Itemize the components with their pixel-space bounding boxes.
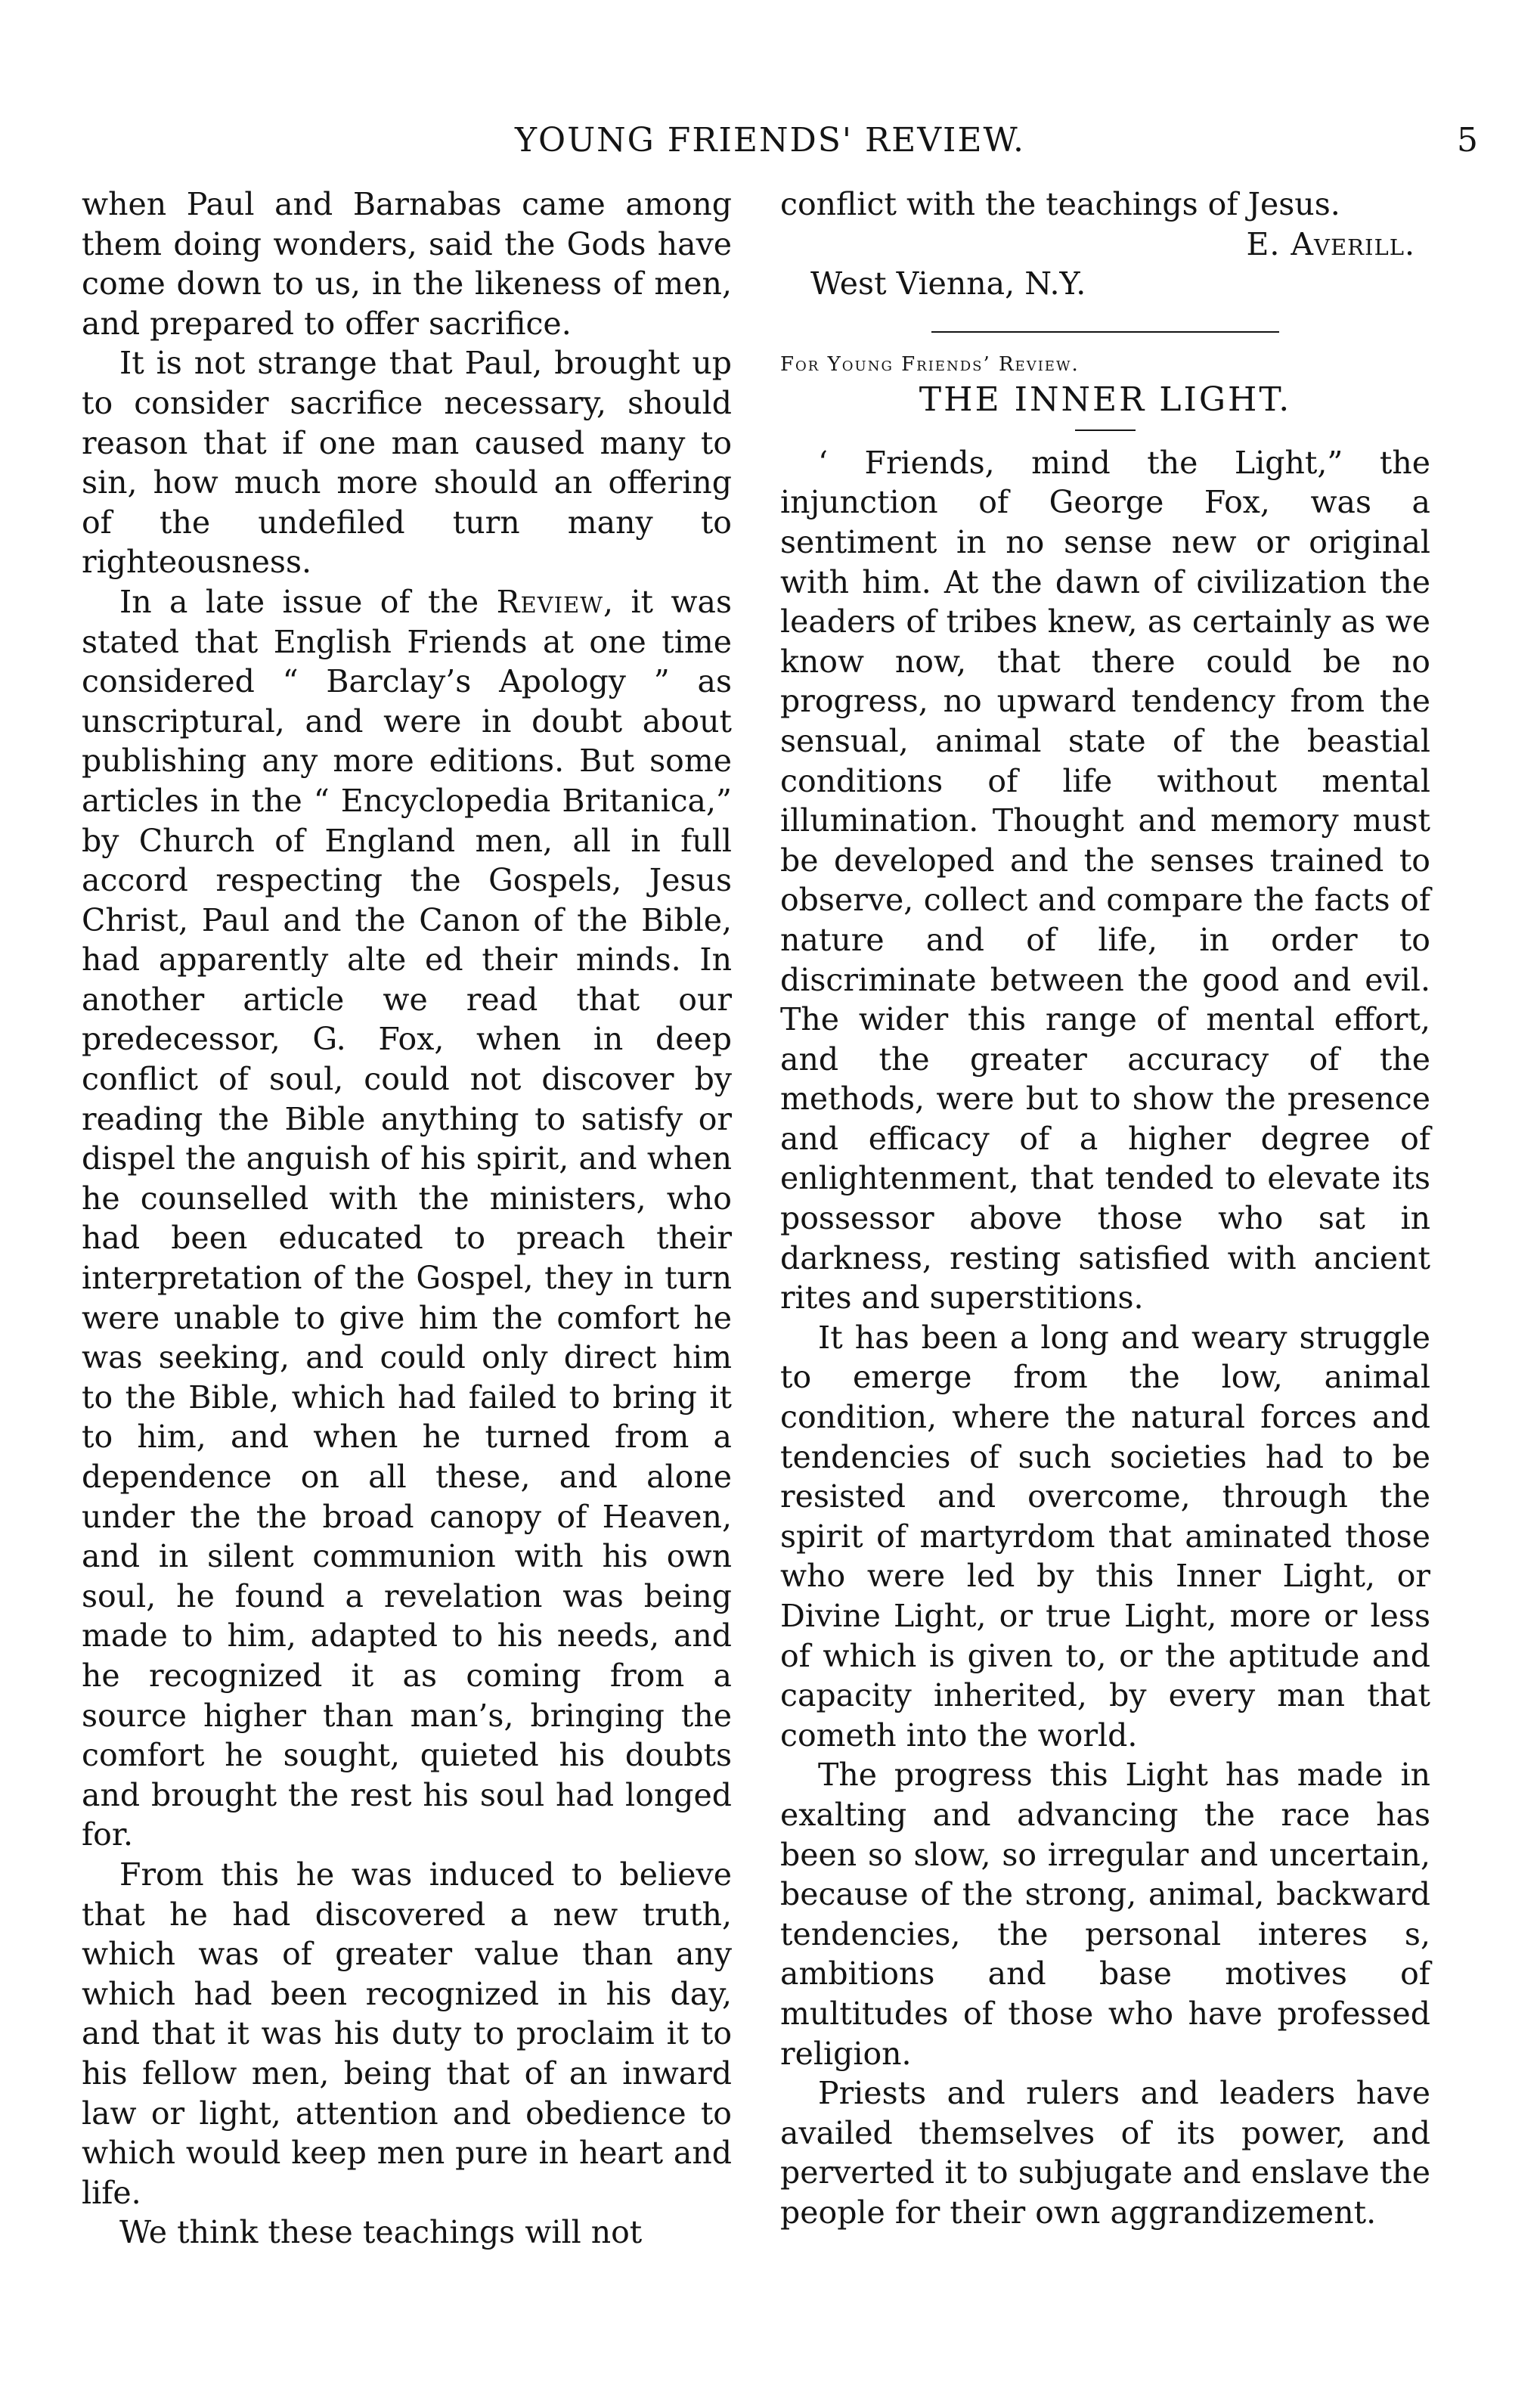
article-credit: For Young Friends’ Review. [780, 352, 1080, 376]
paragraph: From this he was induced to believe that he had discovered a new truth, which was of greater value than any which had been recognized in his day, and that it was his duty to proclaim it to his fellow men, being that of an inward law or light, attention and obedience to which would keep men pure in heart and life. [82, 1856, 732, 2211]
paragraph: We think these teachings will not [119, 2214, 643, 2251]
right-column [780, 185, 1430, 2233]
publication-name: Review [496, 583, 604, 620]
paragraph-text: , it was stated that English Friends at one time considered “ Barclay’s Apology ” as unscriptural, and were in doubt about publishing any more editions. But some articles in the “ Encyclopedia Britanica,” by Church of England men, all in full accord respecting the Gospels, Jesus Christ, Paul and the Canon of the Bible, had apparently alte ed their minds. In another article we read that our predecessor, G. Fox, when in deep conflict of soul, could not discover by reading the Bible anything to satisfy or dispel the anguish of his spirit, and when he counselled with the ministers, who had been educated to preach their interpretation of the Gospel, they in turn were unable to give him the comfort he was seeking, and could only direct him to the Bible, which had failed to bring it to him, and when he turned from a dependence on all these, and alone under the the broad canopy of Heaven, and in silent communion with his own soul, he found a revelation was being made to him, adapted to his needs, and he recognized it as coming from a source higher than man’s, bringing the comfort he sought, quieted his doubts and brought the rest his soul had longed for. [82, 583, 733, 1853]
article-title: THE INNER LIGHT. [919, 380, 1292, 419]
page-number: 5 [1457, 121, 1478, 160]
section-divider [931, 331, 1279, 333]
author-location: West Vienna, N.Y. [810, 265, 1086, 302]
paragraph: when Paul and Barnabas came among them doing wonders, said the Gods have come down to us, in the likeness of men, and prepared to offer sacrifice. [82, 186, 732, 342]
paragraph-text: In a late issue of the [119, 583, 497, 620]
paragraph: conflict with the teachings of Jesus. [780, 186, 1340, 222]
paragraph: Priests and rulers and leaders have availed themselves of its power, and perverted it to subjugate and enslave the people for their own aggrandizement. [780, 2075, 1430, 2231]
paragraph [82, 343, 732, 582]
title-rule [1075, 429, 1136, 431]
paragraph: The progress this Light has made in exalting and advancing the race has been so slow, so irregular and uncertain, because of the strong, animal, backward tendencies, the personal interes s, ambitions and base motives of multitudes of those who have professed religion. [780, 1757, 1430, 2072]
author-signature: E. Averill. [1246, 225, 1415, 262]
page-header [0, 121, 1540, 166]
paragraph-text: It is not strange that Paul, brought up to consider sacrifice necessary, should reason that if one man caused many to sin, how much more should an offering of the undefiled turn many to righteousness. [82, 345, 732, 581]
paragraph: ‘ Friends, mind the Light,” the injunction of George Fox, was a sentiment in no sense new or original with him. At the dawn of civilization the leaders of tribes knew, as certainly as we know now, that there could be no progress, no upward tendency from the sensual, animal state of the beastial conditions of life without mental illumination. Thought and memory must be developed and the senses trained to observe, collect and compare the facts of nature and of life, in order to discriminate between the good and evil. The wider this range of mental effort, and the greater accuracy of the methods, were but to show the presence and efficacy of a higher degree of enlightenment, that tended to elevate its possessor above those who sat in darkness, resting satisfied with ancient rites and superstitions. [780, 444, 1430, 1316]
running-head: YOUNG FRIENDS' REVIEW. [514, 121, 1026, 160]
left-column [82, 185, 732, 2253]
paragraph: It has been a long and weary struggle to emerge from the low, animal condition, where the natural forces and tendencies of such societies had to be resisted and overcome, through the spirit of martyrdom that aminated those who were led by this Inner Light, or Divine Light, or true Light, more or less of which is given to, or the aptitude and capacity inherited, by every man that cometh into the world. [780, 1319, 1430, 1754]
paragraph [82, 582, 732, 1855]
